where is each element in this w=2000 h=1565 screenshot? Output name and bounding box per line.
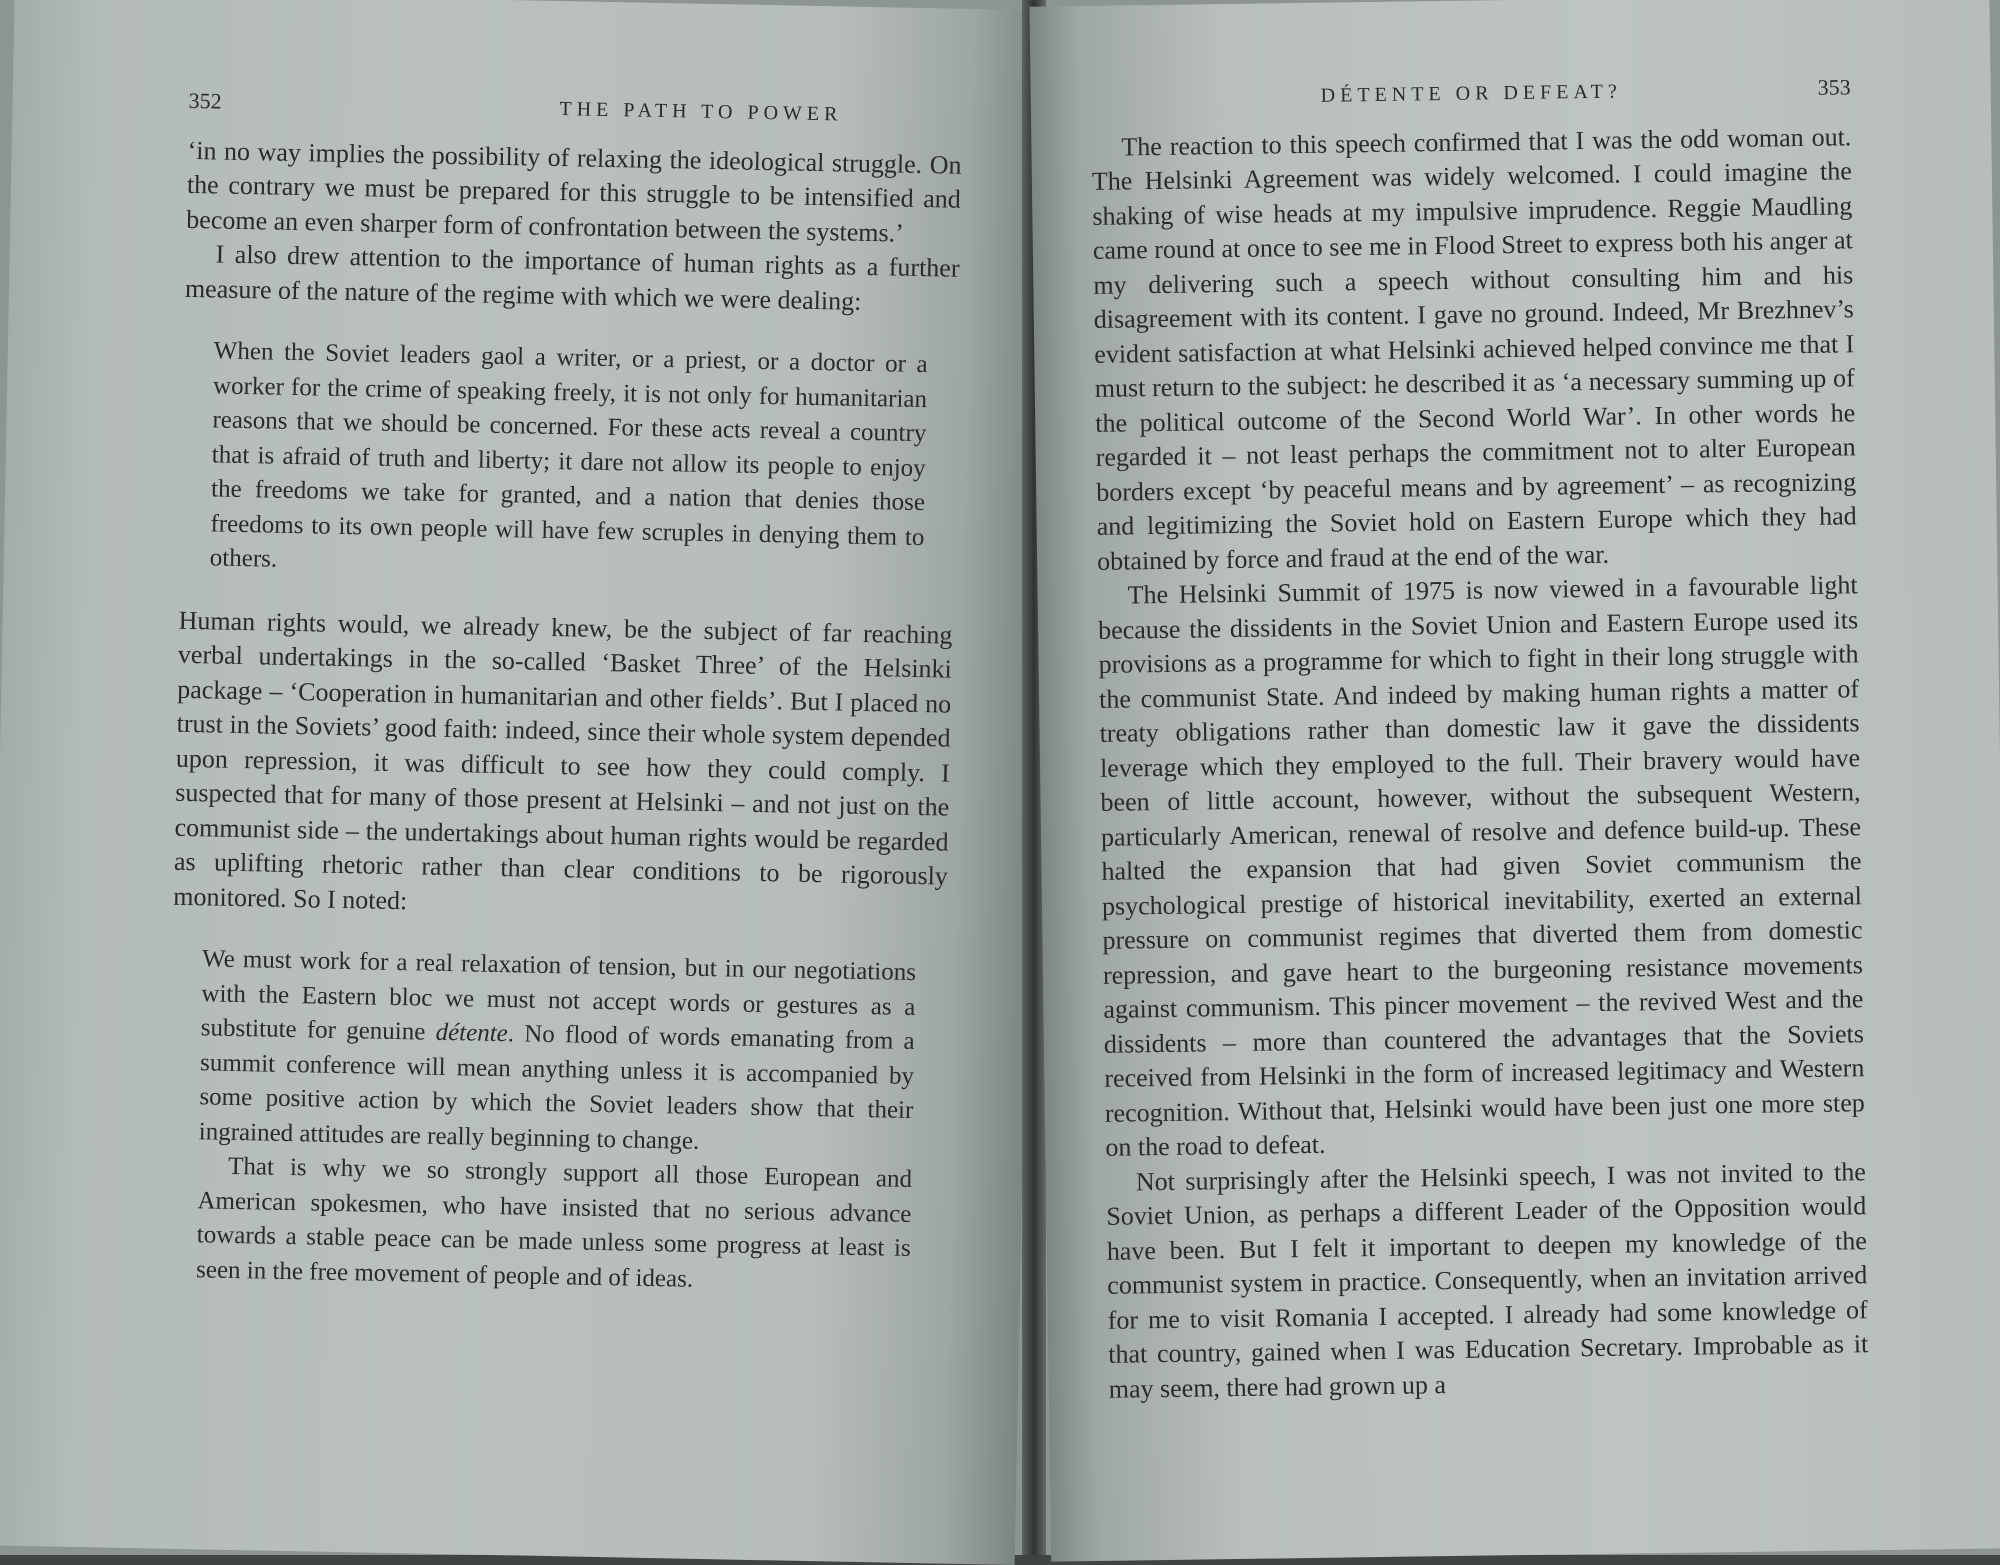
right-running-title: DÉTENTE OR DEFEAT? <box>1320 80 1622 107</box>
block-quote-2-paragraph-2: That is why we so strongly support all those European and American spokesmen, who have insisted that no serious advance towards a stable peace can be made unless some progress at least is seen in the free movement of people and of ideas. <box>195 1152 913 1293</box>
right-paragraph-1: The reaction to this speech confirmed that I was the odd woman out. The Helsinki Agreement was widely welcomed. I could imagine the shaking of wise heads at my impulsive imprudence. Reggie Maudling came round at once to see me in Flood Street to express both his anger at my delivering such a speech without consulting him and his disagreement with its content. I gave no ground. Indeed, Mr Brezhnev’s evident satisfaction at what Helsinki achieved helped convince me that I must return to the subject: he described it as ‘a necessary summing up of the political outcome of the Second World War’. In other words he regarded it – not least perhaps the commitment not to alter European borders except ‘by peaceful means and by agreement’ – as recognizing and legitimizing the Soviet hold on Eastern Europe which they had obtained by force and fraud at the end of the war. <box>1091 121 1857 576</box>
detente-italic: détente <box>435 1018 509 1048</box>
left-page-number: 352 <box>188 87 222 114</box>
right-running-head <box>1090 70 1850 116</box>
left-running-head <box>188 84 963 134</box>
right-paragraph-2: The Helsinki Summit of 1975 is now viewed in a favourable light because the dissidents in the Soviet Union and Eastern Europe used its provisions as a programme for which to fight in their long struggle with the communist State. And indeed by making human rights a matter of treaty obligations rather than domestic law it gave the dissidents leverage which they employed to the full. Their bravery would have been of little account, however, without the subsequent Western, particularly American, renewal of resolve and defence build-up. These halted the expansion that had given Soviet communism the psychological prestige of historical inevitability, exerted an external pressure on communist regimes that diverted them from domestic repression, and gave heart to the burgeoning resistance movements against communism. This pincer movement – the revived West and the dissidents – more than countered the advantages that the Soviets received from Helsinki in the form of increased legitimacy and Western recognition. Without that, Helsinki would have been just one more step on the road to defeat. <box>1097 570 1866 1162</box>
right-page-number: 353 <box>1817 74 1851 100</box>
right-page <box>1029 0 2000 1562</box>
block-quote-2-text <box>198 942 916 1163</box>
block-quote-2-text-a: We must work for a real relaxation of tension, but in our negotiations with the Eastern bloc we must not accept words or gestures as a substitute for genuine <box>200 945 917 1046</box>
block-quote-2-text-b: . No flood of words emanating from a summit conference will mean anything unless it is accompanied by some positive action by which the Soviet leaders show that their ingrained attitudes are really beginning to change. <box>198 1020 915 1155</box>
block-quote-1-text: When the Soviet leaders gaol a writer, or a priest, or a doctor or a worker for the crime of speaking freely, it is not only for humanitarian reasons that we should be concerned. For these acts reveal a country that is afraid of truth and liberty; it dare not allow its people to enjoy the freedoms we take for granted, and a nation that denies those freedoms to its own people will have few scruples in denying them to others. <box>209 337 928 573</box>
left-paragraph-3: Human rights would, we already knew, be the subject of far reaching verbal undertakings in the so-called ‘Basket Three’ of the Helsinki package – ‘Cooperation in humanitarian and other fields’. But I placed no trust in the Soviets’ good faith: indeed, since their whole system depended upon repression, it was difficult to see how they could comply. I suspected that for many of those present at Helsinki – and not just on the communist side – the undertakings about human rights would be regarded as uplifting rhetoric rather than clear conditions to be rigorously monitored. So I noted: <box>173 605 953 915</box>
block-quote-2 <box>196 942 916 1301</box>
right-paragraph-3: Not surprisingly after the Helsinki speech, I was not invited to the Soviet Union, as perhaps a different Leader of the Opposition would have been. But I felt it important to deepen my knowledge of the communist system in practice. Consequently, when an invitation arrived for me to visit Romania I accepted. I already had some knowledge of that country, gained when I was Education Secretary. Improbable as it may seem, there had grown up a <box>1106 1156 1869 1404</box>
left-running-title: THE PATH TO POWER <box>559 98 843 126</box>
left-paragraph-2: I also drew attention to the importance of human rights as a further measure of the nature of the regime with which we were dealing: <box>184 239 960 316</box>
left-paragraph-1: ‘in no way implies the possibility of relaxing the ideological struggle. On the contrary we must be prepared for this struggle to be intensified and become an even sharper form of confrontation between the systems.’ <box>186 135 962 248</box>
block-quote-1 <box>209 334 928 589</box>
